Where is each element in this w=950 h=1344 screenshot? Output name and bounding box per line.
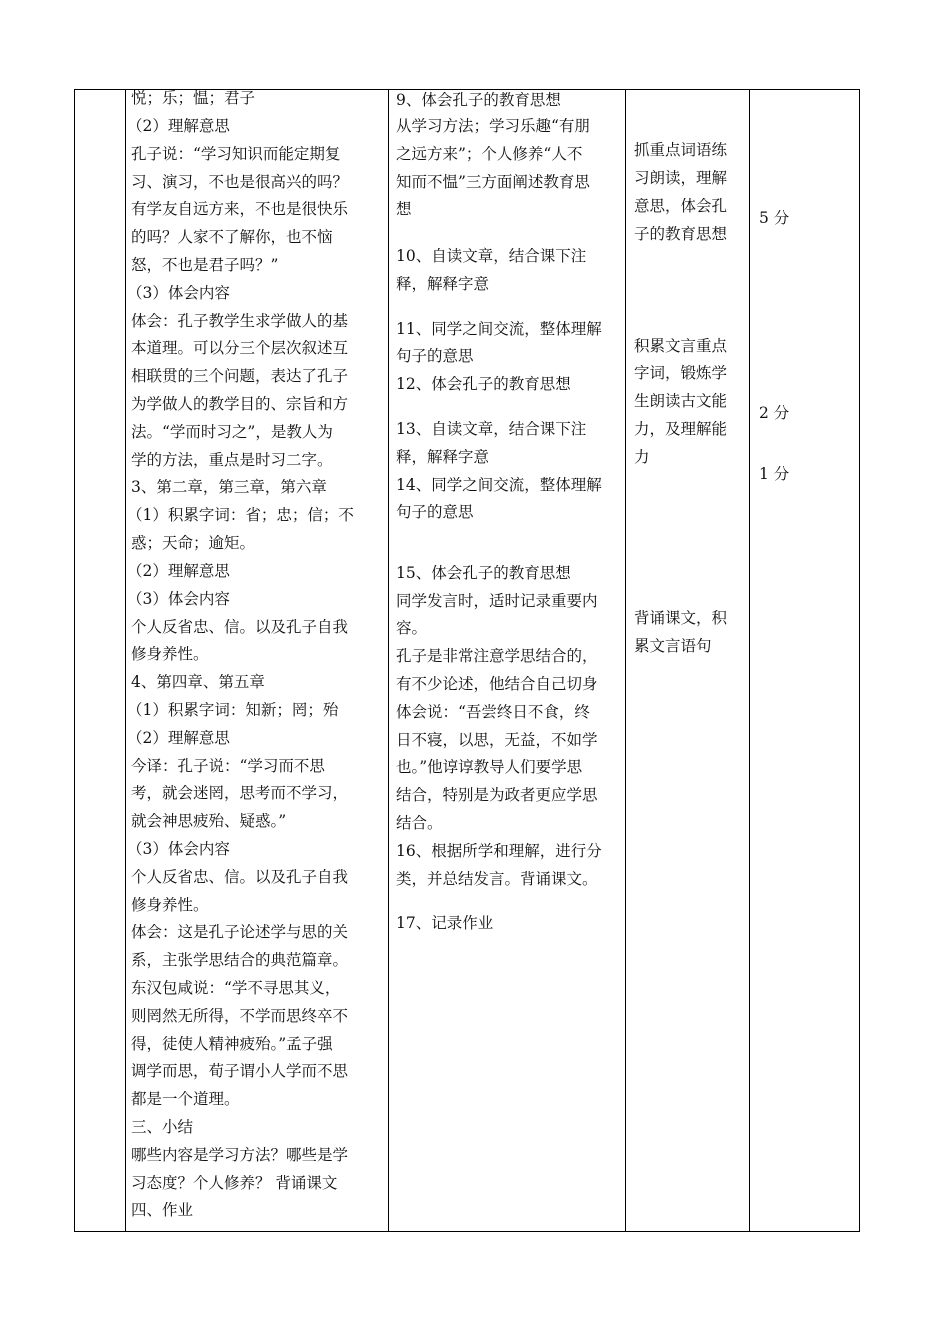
content-line: 系，主张学思结合的典范篇章。 <box>131 951 349 969</box>
student-line: 释，解释字意 <box>396 275 490 293</box>
student-line: 类，并总结发言。背诵课文。 <box>396 870 598 888</box>
content-line: 得，徒使人精神疲殆。”孟子强 <box>131 1035 333 1053</box>
purpose-line: 子的教育思想 <box>634 225 728 243</box>
student-line: 9、体会孔子的教育思想 <box>396 91 561 109</box>
content-line: 学的方法，重点是时习二字。 <box>131 451 333 469</box>
purpose-line: 习朗读，理解 <box>634 169 728 187</box>
content-line: （2）理解意思 <box>127 729 230 747</box>
student-line: 体会说：“吾尝终日不食，终 <box>396 703 590 721</box>
content-line: 惑；天命；逾矩。 <box>131 534 256 552</box>
content-line: （3）体会内容 <box>127 284 230 302</box>
content-line: 为学做人的教学目的、宗旨和方 <box>131 395 349 413</box>
purpose-line: 抓重点词语练 <box>634 141 728 159</box>
column-divider <box>625 90 626 1231</box>
content-line: 都是一个道理。 <box>131 1090 240 1108</box>
column-divider <box>388 90 389 1231</box>
purpose-line: 力，及理解能 <box>634 420 728 438</box>
content-line: 则罔然无所得，不学而思终卒不 <box>131 1007 349 1025</box>
student-line: 13、自读文章，结合课下注 <box>396 420 587 438</box>
content-line: 哪些内容是学习方法？哪些是学 <box>131 1146 349 1164</box>
time-value: 5 分 <box>759 209 790 227</box>
content-line: 习、演习，不也是很高兴的吗？ <box>131 173 349 191</box>
content-line: 考，就会迷罔，思考而不学习， <box>131 784 349 802</box>
student-line: 容。 <box>396 619 428 637</box>
student-line: 有不少论述，他结合自己切身 <box>396 675 598 693</box>
student-line: 17、记录作业 <box>396 914 494 932</box>
teaching-content-column <box>127 89 385 1231</box>
student-line: 12、体会孔子的教育思想 <box>396 375 571 393</box>
content-line: 修身养性。 <box>131 896 209 914</box>
student-line: 结合，特别是为政者更应学思 <box>396 786 598 804</box>
content-line: 有学友自远方来，不也是很快乐 <box>131 200 349 218</box>
student-line: 释，解释字意 <box>396 448 490 466</box>
time-column <box>759 90 854 1231</box>
content-line: 东汉包咸说：“学不寻思其义， <box>131 979 341 997</box>
content-line: 孔子说：“学习知识而能定期复 <box>131 145 341 163</box>
student-line: 想 <box>396 200 412 218</box>
content-line: （1）积累字词：知新；罔；殆 <box>127 701 339 719</box>
student-line: 16、根据所学和理解，进行分 <box>396 842 602 860</box>
student-line: 11、同学之间交流，整体理解 <box>396 320 602 338</box>
purpose-line: 字词，锻炼学 <box>634 364 728 382</box>
student-line: 日不寝，以思，无益，不如学 <box>396 731 598 749</box>
student-line: 14、同学之间交流，整体理解 <box>396 476 602 494</box>
content-line: 调学而思，荀子谓小人学而不思 <box>131 1062 349 1080</box>
content-line: 本道理。可以分三个层次叙述互 <box>131 339 349 357</box>
content-line: （2）理解意思 <box>127 117 230 135</box>
content-line: 相联贯的三个问题，表达了孔子 <box>131 367 349 385</box>
student-line: 之远方来”；个人修养“人不 <box>396 145 583 163</box>
content-line: （2）理解意思 <box>127 562 230 580</box>
content-line: 个人反省忠、信。以及孔子自我 <box>131 868 349 886</box>
student-line: 10、自读文章，结合课下注 <box>396 247 587 265</box>
content-line: 四、作业 <box>131 1201 194 1219</box>
content-line: 3、第二章，第三章，第六章 <box>131 478 327 496</box>
student-line: 句子的意思 <box>396 503 474 521</box>
purpose-line: 生朗读古文能 <box>634 392 728 410</box>
content-line: 法。“学而时习之”，是教人为 <box>131 423 333 441</box>
student-line: 结合。 <box>396 814 443 832</box>
content-line: 悦；乐；愠；君子 <box>131 89 256 107</box>
time-value: 1 分 <box>759 465 790 483</box>
purpose-line: 意思，体会孔 <box>634 197 728 215</box>
purpose-line: 累文言语句 <box>634 637 712 655</box>
purpose-line: 背诵课文，积 <box>634 609 728 627</box>
content-line: 体会：这是孔子论述学与思的关 <box>131 923 349 941</box>
content-line: 个人反省忠、信。以及孔子自我 <box>131 618 349 636</box>
student-line: 15、体会孔子的教育思想 <box>396 564 571 582</box>
student-line: 也。”他谆谆教导人们要学思 <box>396 758 583 776</box>
student-line: 同学发言时，适时记录重要内 <box>396 592 598 610</box>
column-divider <box>749 90 750 1231</box>
blank-left-column <box>75 90 125 1231</box>
student-line: 知而不愠”三方面阐述教育思 <box>396 173 590 191</box>
content-line: （1）积累字词：省；忠；信；不 <box>127 506 354 524</box>
column-divider <box>125 90 126 1231</box>
content-line: 习态度？个人修养？ 背诵课文 <box>131 1174 338 1192</box>
content-line: 体会：孔子教学生求学做人的基 <box>131 312 349 330</box>
student-line: 句子的意思 <box>396 347 474 365</box>
content-line: （3）体会内容 <box>127 590 230 608</box>
content-line: 就会神思疲殆、疑惑。” <box>131 812 287 830</box>
design-purpose-column <box>634 90 746 1231</box>
lesson-plan-table <box>74 89 860 1232</box>
content-line: 4、第四章、第五章 <box>131 673 265 691</box>
content-line: 修身养性。 <box>131 645 209 663</box>
content-line: （3）体会内容 <box>127 840 230 858</box>
content-line: 今译：孔子说：“学习而不思 <box>131 757 325 775</box>
time-value: 2 分 <box>759 404 790 422</box>
purpose-line: 积累文言重点 <box>634 337 728 355</box>
content-line: 的吗？人家不了解你，也不恼 <box>131 228 333 246</box>
purpose-line: 力 <box>634 448 650 466</box>
student-line: 从学习方法；学习乐趣“有朋 <box>396 117 590 135</box>
student-line: 孔子是非常注意学思结合的， <box>396 647 598 665</box>
student-activity-column <box>396 90 622 1231</box>
content-line: 三、小结 <box>131 1118 194 1136</box>
content-line: 怒，不也是君子吗？” <box>131 256 279 274</box>
